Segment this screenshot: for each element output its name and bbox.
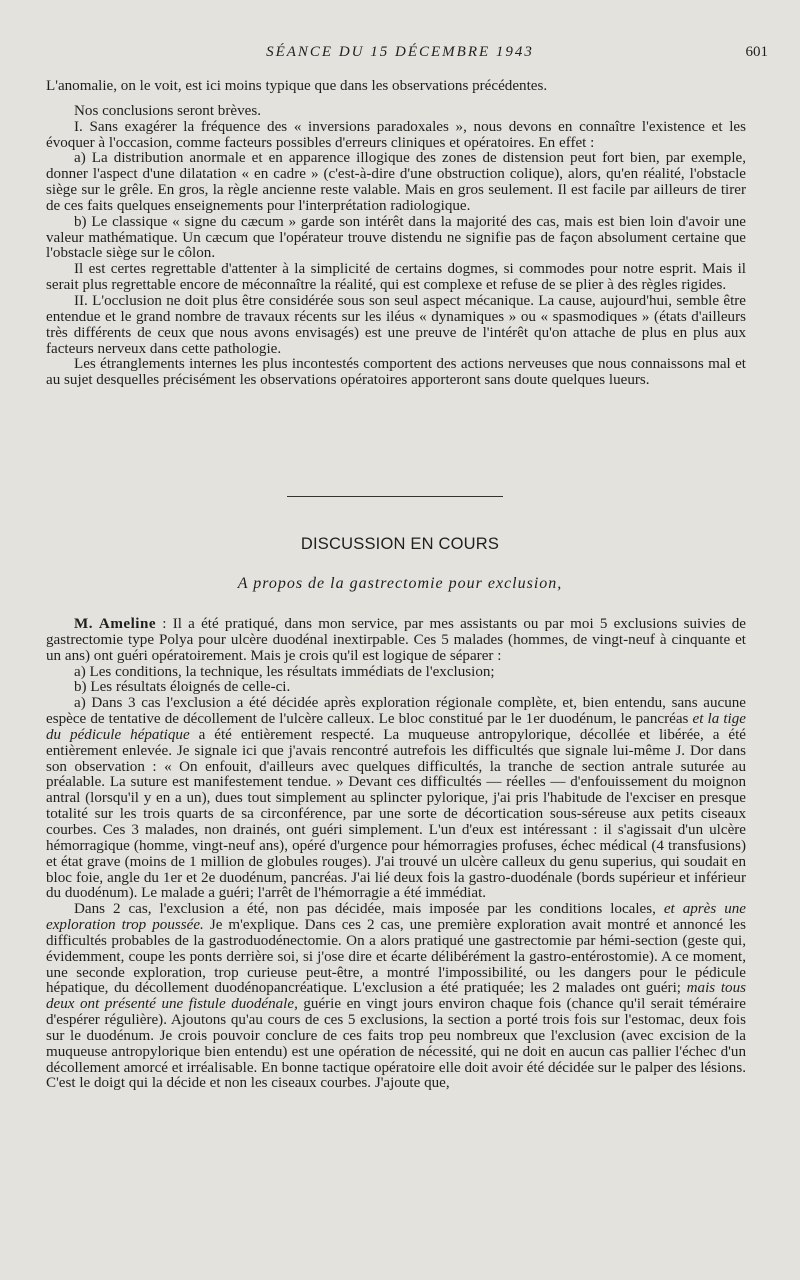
discussion-section [46,617,746,1092]
paragraph-two-cases [46,902,746,1092]
paragraph-anomalie: L'anomalie, on le voit, est ici moins typique que dans les observations précédentes. [46,78,548,94]
italic-phrase: mais tous deux ont présenté une fistule duodénale, [46,980,746,1013]
page-number: 601 [745,44,768,60]
paragraph-ameline-intro [46,617,746,665]
paragraph-text: a) Dans 3 cas l'exclusion a été décidée après exploration régionale complète, et, bien entendu, sans aucune espèce de tentative de décollement de l'ulcère calleux. Le bloc constitué par le 1er duodénum, le pancréas [46,695,746,728]
section-divider [287,496,503,497]
paragraph-point-a: a) La distribution anormale et en apparence illogique des zones de distension peut fort bien, par exemple, donner l'aspect d'une dilatation « en cadre » (c'est-à-dire d'une obstruction colique), alors, qu'en réalité, l'obstacle siège sur le grêle. En gros, la règle ancienne reste valable. Mais en gros seulement. Il est facile par ailleurs de tirer de ces faits quelques enseignements pour l'interprétation radiologique. [46,150,746,214]
paragraph-text: Je m'explique. Dans ces 2 cas, une première exploration avait montré et annoncé les difficultés probables de la gastroduodénectomie. On a alors pratiqué une gastrectomie par hémi-section (geste qui, évidemment, coupe les ponts derrière soi, si j'ose dire et écarte délibérément la gastro-entérostomie). A ce moment, une seconde exploration, trop curieuse peut-être, a montré l'impossibilité, ou les dangers pour le pédicule hépatique, du décollement duodénopancréatique. L'exclusion a été pratiquée; les 2 malades ont guéri; [46,917,746,997]
speaker-name: M. Ameline [74,616,157,632]
section-subtitle: A propos de la gastrectomie pour exclusion, [237,575,563,592]
paragraph-point-i: I. Sans exagérer la fréquence des « inversions paradoxales », nous devons en connaître l'existence et les évoquer à l'occasion, comme facteurs possibles d'erreurs cliniques et opératoires. En effet : [46,118,746,151]
paragraph-regret: Il est certes regrettable d'attenter à la simplicité de certains dogmes, si commodes pour notre esprit. Mais il serait plus regrettable encore de méconnaître la réalité, qui est complexe et refuse de se plier à des règles rigides. [46,261,746,294]
paragraph-conclusions-intro: Nos conclusions seront brèves. [74,102,261,119]
paragraph-point-ii: II. L'occlusion ne doit plus être considérée sous son seul aspect mécanique. La cause, aujourd'hui, semble être entendue et le grand nombre de travaux récents sur les iléus « dynamiques » ou « spasmodiques » (états d'ailleurs très différents de ceux que nous avons envisagés) est une preuve de l'intérêt qu'on attache de plus en plus aux facteurs nerveux dans cette pathologie. [46,292,746,357]
paragraph-text: a été entièrement respecté. La muqueuse antropylorique, décollée et libérée, a été entièrement enlevée. Je signale ici que j'avais rencontré autrefois les difficultés que signale lui-même J. Dor dans son observation : « On enfouit, d'ailleurs avec quelques difficultés, la tranche de section antrale suturée au préalable. La suture est manifestement tendue. » Devant ces difficultés — réelles — d'enfouissement du moignon antral (lorsqu'il y en a un), dues tout simplement au splincter pylorique, j'ai pris l'habitude de l'exciser en presque totalité sur les trois quarts de sa circonférence, par une sorte de décortication sous-séreuse aux petits ciseaux courbes. Ces 3 malades, non drainés, ont guéri simplement. L'un d'eux est intéressant : il s'agissait d'un ulcère hémorragique (homme, vingt-neuf ans), opéré d'urgence pour hémorragies profuses, échec médical (4 transfusions) et état grave (moins de 1 million de globules rouges). J'ai trouvé un ulcère calleux du genu superius, qui soudait en bloc foie, angle du 1er et 2e duodénum, pancréas. J'ai lié deux fois la gastro-duodénale (bords supérieur et inférieur du duodénum). Le malade a guéri; l'arrêt de l'hémorragie a été immédiat. [46,726,746,902]
running-title: SÉANCE DU 15 DÉCEMBRE 1943 [266,44,534,60]
page-header [0,44,800,66]
paragraph-text: : Il a été pratiqué, dans mon service, par mes assistants ou par moi 5 exclusions suivies de gastrectomie type Polya pour ulcère duodénal inextirpable. Ces 5 malades (hommes, de vingt-neuf à cinquante et un ans) ont guéri opératoirement. Mais je crois qu'il est logique de séparer : [46,616,746,664]
paragraph-three-cases [46,696,746,902]
paragraph-etranglements: Les étranglements internes les plus incontestés comportent des actions nerveuses que nous connaissons mal et au sujet desquelles précisément les observations opératoires apporteront sans doute quelques lueurs. [46,356,746,389]
conclusions-section [46,79,746,389]
italic-phrase: et après une exploration trop poussée. [46,901,746,934]
paragraph-text: guérie en vingt jours environ chaque fois (chance qu'il serait téméraire d'espérer régulière). Ajoutons qu'au cours de ces 5 exclusions, la section a porté trois fois sur l'estomac, deux fois sur le duodénum. Je crois pouvoir conclure de ces faits trop peu nombreux que l'exclusion (avec excision de la muqueuse antropylorique bien entendu) est une opération de nécessité, qui ne doit en aucun cas pallier l'échec d'un décollement amorcé et irréalisable. En bonne tactique opératoire elle doit avoir été décidée sur le palper des lésions. C'est le doigt qui la décide et non les ciseaux courbes. J'ajoute que, [46,996,746,1092]
paragraph-point-b: b) Le classique « signe du cæcum » garde son intérêt dans la majorité des cas, mais est bien loin d'avoir une valeur mathématique. Un cæcum que l'opérateur trouve distendu ne signifie pas de façon absolument certaine que l'obstacle siège sur le côlon. [46,213,746,262]
section-title: DISCUSSION EN COURS [300,535,500,553]
paragraph-item-b: b) Les résultats éloignés de celle-ci. [74,679,291,696]
paragraph-item-a: a) Les conditions, la technique, les résultats immédiats de l'exclusion; [74,663,495,680]
italic-phrase: et la tige du pédicule hépatique [46,711,746,743]
paragraph-text: Dans 2 cas, l'exclusion a été, non pas décidée, mais imposée par les conditions locales, [74,901,664,918]
